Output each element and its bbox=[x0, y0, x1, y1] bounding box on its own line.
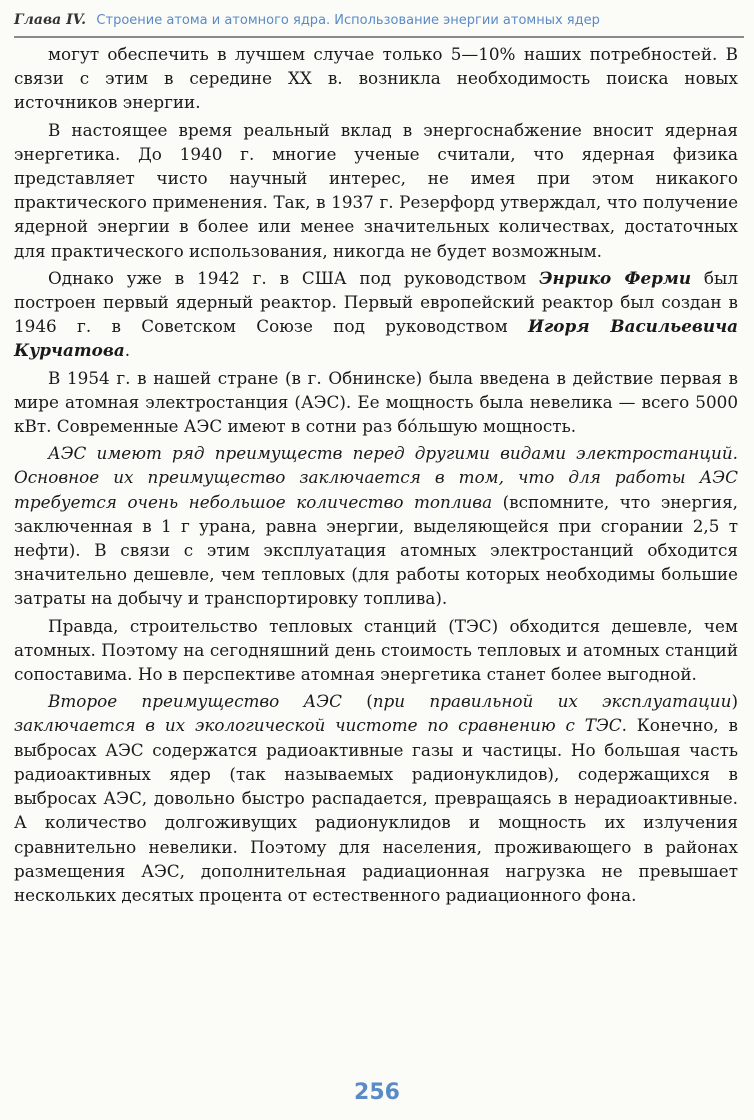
page-number: 256 bbox=[354, 1080, 400, 1105]
paragraph-6: Правда, строительство тепловых станций (ТЭС) обходится дешевле, чем атомных. Поэтому на сегодняшний день стоимость тепловых и атомных станций сопоставима. Но в перспективе атомная энергетика станет более выгодной. bbox=[14, 615, 738, 685]
running-header bbox=[14, 6, 744, 38]
section-title: Строение атома и атомного ядра. Использование энергии атомных ядер bbox=[96, 13, 600, 28]
paragraph-3: Однако уже в 1942 г. в США под руководством Энрико Ферми был построен первый ядерный реактор. Первый европейский реактор был создан в 1946 г. в Советском Союзе под руководством Игоря Васильевича Курчатова. bbox=[14, 267, 738, 361]
emphasis-advantage-1: АЭС имеют ряд преимуществ перед другими видами электростанций. Основное их преимущество заключается в том, что для работы АЭС требуется очень небольшое количество топлива bbox=[14, 443, 738, 512]
chapter-label: Глава IV. bbox=[14, 12, 86, 28]
paragraph-4: В 1954 г. в нашей стране (в г. Обнинске) была введена в действие первая в мире атомная электростанция (АЭС). Ее мощность была невелика — всего 5000 кВт. Современные АЭС имеют в сотни раз бо́льшую мощность. bbox=[14, 367, 738, 437]
emphasis-advantage-2: Второе преимущество АЭС bbox=[48, 691, 342, 712]
name-kurchatov: Игоря Васильевича Курчатова bbox=[14, 316, 738, 361]
paragraph-2: В настоящее время реальный вклад в энергоснабжение вносит ядерная энергетика. До 1940 г. многие ученые считали, что ядерная физика представляет чисто научный интерес, не имея при этом никакого практического применения. Так, в 1937 г. Резерфорд утверждал, что получение ядерной энергии в более или менее значительных количествах, достаточных для практического использования, никогда не будет возможным. bbox=[14, 119, 738, 261]
text-body bbox=[14, 42, 738, 910]
name-fermi: Энрико Ферми bbox=[539, 267, 692, 288]
paragraph-1: могут обеспечить в лучшем случае только 5—10% наших потребностей. В связи с этим в середине XX в. возникла необходимость поиска новых источников энергии. bbox=[14, 44, 738, 113]
paragraph-5: АЭС имеют ряд преимуществ перед другими видами электростанций. Основное их преимущество заключается в том, что для работы АЭС требуется очень небольшое количество топлива (вспомните, что энергия, заключенная в 1 г урана, равна энергии, выделяющейся при сгорании 2,5 т нефти). В связи с этим эксплуатация атомных электростанций обходится значительно дешевле, чем тепловых (для работы которых необходимы большие затраты на добычу и транспортировку топлива). bbox=[14, 443, 738, 609]
paragraph-7: Второе преимущество АЭС (при правильной их эксплуатации) заключается в их экологической чистоте по сравнению с ТЭС. Конечно, в выбросах АЭС содержатся радиоактивные газы и частицы. Но большая часть радиоактивных ядер (так называемых радионуклидов), содержащихся в выбросах АЭС, довольно быстро распадается, превращаясь в нерадиоактивные. А количество долгоживущих радионуклидов и мощность их излучения сравнительно невелики. Поэтому для населения, проживающего в районах размещения АЭС, дополнительная радиационная нагрузка не превышает нескольких десятых процента от естественного радиационного фона. bbox=[14, 691, 739, 905]
